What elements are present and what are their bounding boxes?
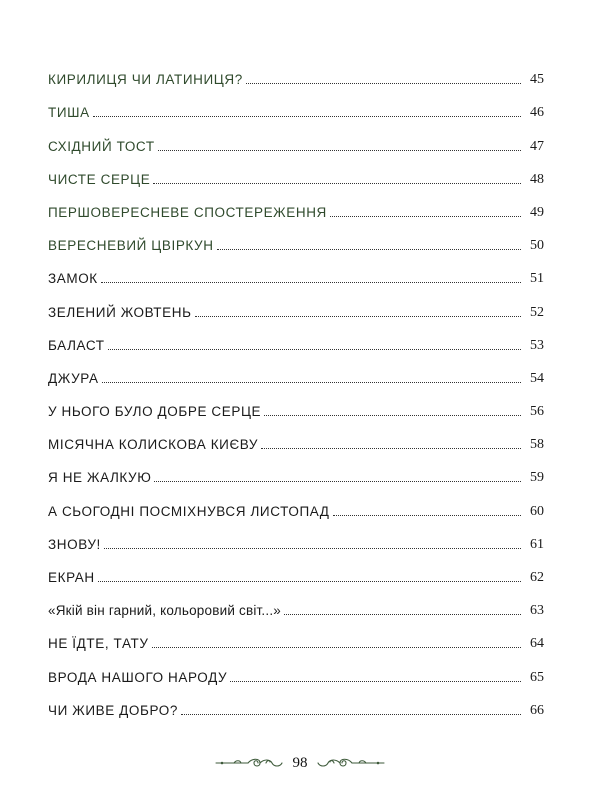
toc-entry <box>48 224 544 257</box>
toc-entry <box>48 191 544 224</box>
toc-entry-page: 64 <box>530 636 544 652</box>
flourish-ornament-icon <box>316 756 386 770</box>
toc-entry-title: ЗНОВУ! <box>48 536 101 552</box>
toc-entry-page: 45 <box>530 72 544 88</box>
toc-leader-dots <box>158 150 521 151</box>
flourish-ornament-icon <box>214 756 284 770</box>
toc-entry-page: 56 <box>530 404 544 420</box>
toc-leader-dots <box>98 581 521 582</box>
toc-entry-page: 62 <box>530 570 544 585</box>
toc-entry <box>48 324 544 357</box>
toc-entry-page: 65 <box>530 669 544 685</box>
toc-entry-page: 63 <box>530 603 544 619</box>
toc-entry <box>48 423 544 456</box>
table-of-contents <box>48 58 544 722</box>
toc-entry-title: ВРОДА НАШОГО НАРОДУ <box>48 669 228 685</box>
toc-leader-dots <box>230 681 521 682</box>
toc-entry-page: 59 <box>530 470 544 486</box>
toc-entry-title: ТИША <box>48 105 90 121</box>
toc-leader-dots <box>153 183 521 184</box>
toc-entry-page: 48 <box>530 171 544 187</box>
toc-entry <box>48 357 544 390</box>
toc-entry-page: 50 <box>530 238 544 254</box>
toc-entry <box>48 91 544 124</box>
toc-entry <box>48 689 544 722</box>
toc-entry-page: 49 <box>530 204 544 220</box>
toc-leader-dots <box>93 116 521 117</box>
toc-leader-dots <box>154 481 521 482</box>
toc-entry-title: У НЬОГО БУЛО ДОБРЕ СЕРЦЕ <box>48 404 262 420</box>
toc-entry-title: ВЕРЕСНЕВИЙ ЦВІРКУН <box>48 238 214 254</box>
toc-entry-page: 54 <box>530 370 544 386</box>
toc-entry-title: МІСЯЧНА КОЛИСКОВА КИЄВУ <box>48 437 259 453</box>
toc-entry-title: ЕКРАН <box>48 570 95 585</box>
toc-entry-title: ЗЕЛЕНИЙ ЖОВТЕНЬ <box>48 304 192 320</box>
page-number: 98 <box>292 755 308 771</box>
toc-entry-page: 47 <box>530 138 544 154</box>
toc-entry-title: Я НЕ ЖАЛКУЮ <box>48 470 152 486</box>
toc-entry-page: 66 <box>530 702 544 718</box>
toc-leader-dots <box>181 714 521 715</box>
toc-entry-title: ЧИ ЖИВЕ ДОБРО? <box>48 702 178 718</box>
toc-leader-dots <box>217 249 521 250</box>
toc-entry <box>48 124 544 157</box>
toc-leader-dots <box>284 614 521 615</box>
toc-entry <box>48 158 544 191</box>
page-footer <box>0 750 600 780</box>
toc-entry <box>48 58 544 91</box>
toc-entry-page: 53 <box>530 337 544 353</box>
toc-entry-title: ДЖУРА <box>48 370 99 386</box>
toc-leader-dots <box>195 316 521 317</box>
toc-entry-page: 60 <box>530 503 544 519</box>
toc-entry-title: ПЕРШОВЕРЕСНЕВЕ СПОСТЕРЕЖЕННЯ <box>48 204 327 220</box>
toc-entry <box>48 456 544 489</box>
toc-leader-dots <box>330 216 521 217</box>
toc-entry-page: 58 <box>530 437 544 453</box>
toc-entry-page: 46 <box>530 105 544 121</box>
toc-entry <box>48 290 544 323</box>
toc-leader-dots <box>264 415 521 416</box>
toc-entry-page: 52 <box>530 304 544 320</box>
toc-entry <box>48 257 544 290</box>
toc-leader-dots <box>152 647 521 648</box>
toc-entry-page: 51 <box>530 271 544 287</box>
toc-entry <box>48 523 544 556</box>
toc-entry <box>48 622 544 655</box>
toc-entry <box>48 556 544 589</box>
toc-entry-title: СХІДНИЙ ТОСТ <box>48 138 155 154</box>
toc-entry-title: БАЛАСТ <box>48 337 105 353</box>
toc-entry-title: ЧИСТЕ СЕРЦЕ <box>48 171 151 187</box>
toc-leader-dots <box>246 83 521 84</box>
toc-entry-title: КИРИЛИЦЯ ЧИ ЛАТИНИЦЯ? <box>48 72 243 88</box>
toc-entry-title: «Якій він гарний, кольоровий світ...» <box>48 603 281 619</box>
toc-entry <box>48 655 544 688</box>
toc-leader-dots <box>333 515 521 516</box>
toc-entry-title: А СЬОГОДНІ ПОСМІХНУВСЯ ЛИСТОПАД <box>48 503 330 519</box>
toc-entry-page: 61 <box>530 536 544 552</box>
toc-leader-dots <box>108 349 521 350</box>
toc-entry <box>48 489 544 522</box>
toc-leader-dots <box>101 282 521 283</box>
toc-leader-dots <box>104 548 521 549</box>
toc-entry <box>48 390 544 423</box>
toc-leader-dots <box>261 448 521 449</box>
toc-entry <box>48 589 544 622</box>
toc-entry-title: ЗАМОК <box>48 271 98 287</box>
toc-leader-dots <box>102 382 521 383</box>
toc-entry-title: НЕ ЇДТЕ, ТАТУ <box>48 636 149 652</box>
